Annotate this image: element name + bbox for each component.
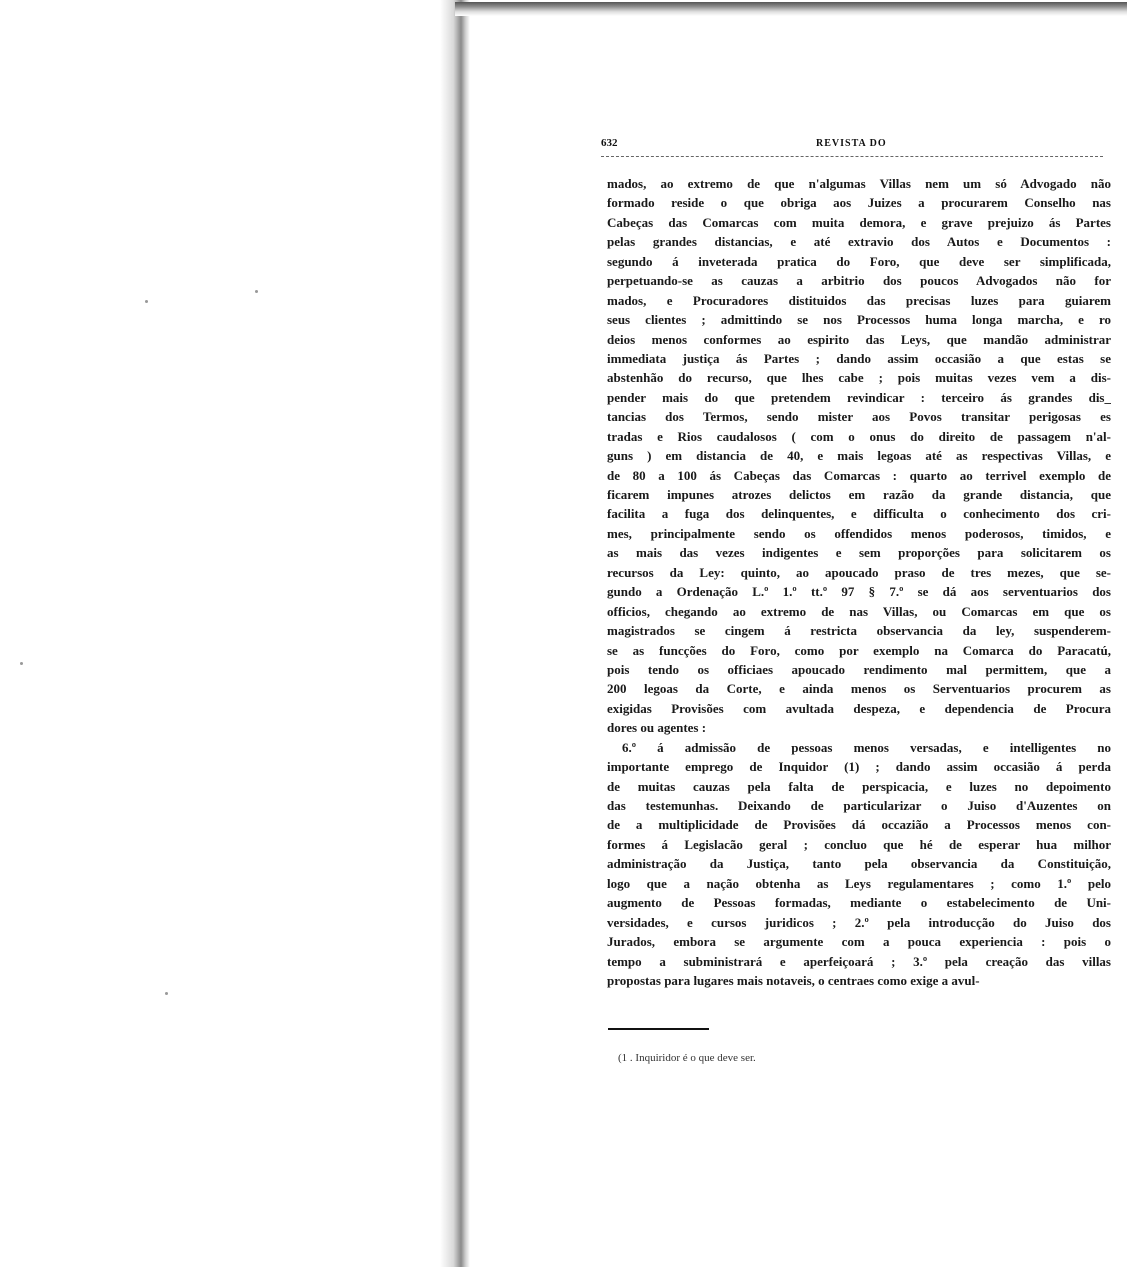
text-line: administração da Justiça, tanto pela observancia da Constituição,	[607, 856, 1111, 872]
text-line: de muitas cauzas pela falta de perspicacia, e luzes no depoimento	[607, 778, 1111, 794]
footnote: (1 . Inquiridor é o que deve ser.	[618, 1052, 756, 1064]
header-rule	[601, 156, 1103, 157]
scan-speck	[165, 992, 168, 995]
text-line: exigidas Provisões com avultada despeza, e dependencia de Procura	[607, 700, 1111, 716]
text-line: pelas grandes distancias, e até extravio dos Autos e Documentos :	[607, 234, 1111, 250]
scan-speck	[255, 290, 258, 293]
text-line: pender mais do que pretendem revindicar : terceiro ás grandes dis_	[607, 389, 1111, 405]
text-line: gundo a Ordenação L.º 1.º tt.º 97 § 7.º se dá aos serventuarios dos	[607, 584, 1111, 600]
body-text	[607, 174, 1111, 990]
text-line: ficarem impunes atrozes delictos em razão da grande distancia, que	[607, 487, 1111, 502]
text-line: segundo á inveterada pratica do Foro, que deve ser simplificada,	[607, 253, 1111, 269]
text-line: pois tendo os officiaes apoucado rendimento mal permittem, que a	[607, 661, 1111, 677]
text-line: de 80 a 100 ás Cabeças das Comarcas : quarto ao terrivel exemplo de	[607, 467, 1111, 483]
text-line: officios, chegando ao extremo de nas Villas, ou Comarcas em que os	[607, 603, 1111, 619]
text-line: perpetuando-se as cauzas a arbitrio dos poucos Advogados não for	[607, 273, 1111, 289]
page-top-edge	[455, 2, 1127, 16]
text-line: Jurados, embora se argumente com a pouca experiencia : pois o	[607, 934, 1111, 950]
text-line: tradas e Rios caudalosos ( com o onus do direito de passagem n'al-	[607, 428, 1111, 444]
text-line: versidades, e cursos juridicos ; 2.º pela introducção do Juiso dos	[607, 914, 1111, 930]
text-line: importante emprego de Inquidor (1) ; dando assim occasião á perda	[607, 759, 1111, 775]
text-line: de a multiplicidade de Provisões dá occazião a Processos menos con-	[607, 817, 1111, 833]
page-header	[601, 137, 1103, 155]
page-number: 632	[601, 137, 618, 149]
text-line: deios menos conformes ao espirito das Leys, que mandão administrar	[607, 331, 1111, 347]
text-line: seus clientes ; admittindo se nos Processos huma longa marcha, e ro	[607, 312, 1111, 328]
binding-gutter-shadow	[440, 0, 470, 1267]
scan-speck	[145, 300, 148, 303]
text-line: guns ) em distancia de 40, e mais legoas até as respectivas Villas, e	[607, 448, 1111, 464]
footnote-rule	[608, 1028, 709, 1030]
text-line: formado reside o que obriga aos Juizes a procurarem Conselho nas	[607, 195, 1111, 211]
text-line: 6.º á admissão de pessoas menos versadas, e intelligentes no	[622, 739, 1111, 755]
text-line: recursos da Ley: quinto, ao apoucado praso de tres mezes, que se-	[607, 564, 1111, 580]
text-line: dores ou agentes :	[607, 720, 707, 736]
text-line: as mais das vezes indigentes e sem proporções para solicitarem os	[607, 545, 1111, 561]
text-line: mes, principalmente sendo os offendidos menos poderosos, timidos, e	[607, 525, 1111, 541]
text-line: mados, ao extremo de que n'algumas Villas nem um só Advogado não	[607, 176, 1111, 191]
text-line: 200 legoas da Corte, e ainda menos os Serventuarios procurem as	[607, 681, 1111, 697]
running-head: REVISTA DO	[816, 138, 887, 149]
text-line: se as funcções do Foro, como por exemplo na Comarca do Paracatú,	[607, 642, 1111, 658]
text-line: augmento de Pessoas formadas, mediante o estabelecimento de Uni-	[607, 895, 1111, 911]
text-line: abstenhão do recurso, que lhes cabe ; pois muitas vezes vem a dis-	[607, 370, 1111, 386]
text-line: propostas para lugares mais notaveis, o centraes como exige a avul-	[607, 972, 980, 988]
text-line: tancias dos Termos, sendo mister aos Povos transitar perigosas es	[607, 409, 1111, 425]
text-line: Cabeças das Comarcas com muita demora, e grave prejuizo ás Partes	[607, 214, 1111, 230]
text-line: magistrados se cingem á restricta observancia da ley, suspenderem-	[607, 623, 1111, 639]
text-line: das testemunhas. Deixando de particularizar o Juiso d'Auzentes on	[607, 798, 1111, 813]
text-line: facilita a fuga dos delinquentes, e difficulta o conhecimento dos cri-	[607, 506, 1111, 522]
text-line: logo que a nação obtenha as Leys regulamentares ; como 1.º pelo	[607, 875, 1111, 891]
text-line: formes á Legislacão geral ; concluo que hé de esperar hua milhor	[607, 836, 1111, 852]
text-line: immediata justiça ás Partes ; dando assim occasião a que estas se	[607, 350, 1111, 366]
scan-speck	[20, 662, 23, 665]
text-line: mados, e Procuradores distituidos das precisas luzes para guiarem	[607, 292, 1111, 308]
text-line: tempo a subministrará e aperfeiçoará ; 3.º pela creação das villas	[607, 953, 1111, 969]
